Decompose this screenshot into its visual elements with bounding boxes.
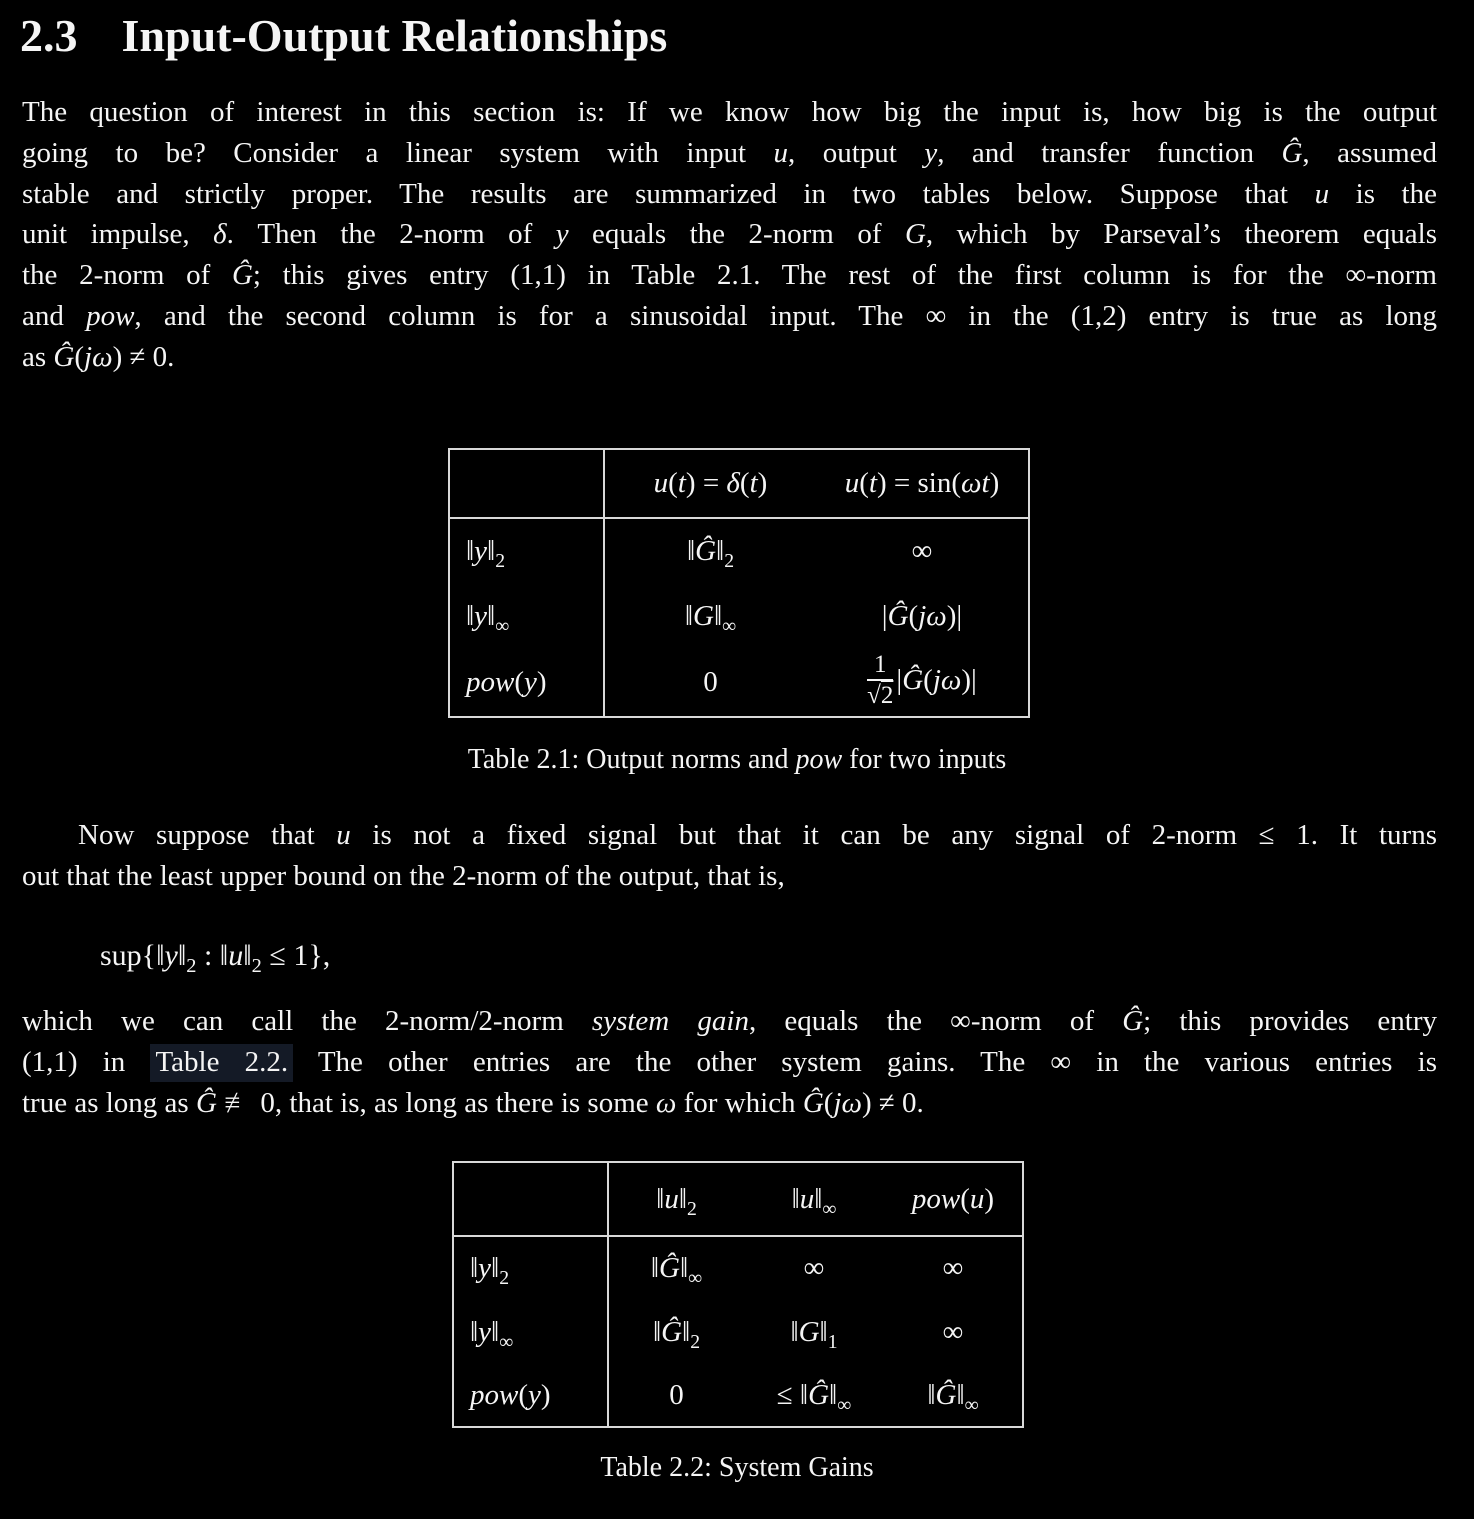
table-2-2-link[interactable]: Table 2.2. (150, 1044, 293, 1082)
table2-col-header: pow(u) (884, 1162, 1023, 1236)
section-number: 2.3 (20, 10, 78, 61)
text-line: as Ĝ(jω) ≠ 0. (22, 340, 175, 373)
table1-col-header: u(t) = sin(ωt) (816, 449, 1029, 518)
table2-corner-cell (453, 1162, 608, 1236)
text-line: and pow, and the second column is for a sinusoidal input. The ∞ in the (1,2) entry is true as long (22, 299, 1437, 332)
section-heading (20, 8, 667, 63)
table2-cell: $‖Ĝ‖_\infty$ (927, 1378, 979, 1416)
table1-cell: $\frac{1}{√2}$ |Ĝ(jω)| (867, 650, 977, 709)
table2-cell: ≤ $‖Ĝ‖_\infty$ (776, 1378, 852, 1416)
text-line: stable and strictly proper. The results are summarized in two tables below. Suppose that u is the (22, 177, 1437, 210)
paragraph-sup (22, 815, 1437, 897)
text-line: the 2-norm of Ĝ; this gives entry (1,1) in Table 2.1. The rest of the first column is for the ∞-norm (22, 259, 1437, 292)
table1-cell: $‖G‖_\infty$ (684, 599, 737, 637)
table2-cell: 0 (669, 1378, 684, 1411)
table1-corner-cell (449, 449, 604, 518)
table2-caption: Table 2.2: System Gains (600, 1452, 874, 1483)
table2-row-label: $‖y‖_\infty$ (453, 1300, 608, 1364)
text-line: which we can call the 2-norm/2-norm system gain, equals the ∞-norm of Ĝ; this provides entry (22, 1005, 1438, 1037)
table2-cell: $‖G‖_1$ (790, 1315, 838, 1353)
table2-cell: ∞ (803, 1252, 825, 1284)
section-title: Input-Output Relationships (121, 10, 668, 61)
table1-caption: Table 2.1: Output norms and pow for two inputs (467, 744, 1007, 775)
table1-cell: $‖Ĝ‖_2$ (686, 535, 735, 572)
table2-cell: ∞ (942, 1252, 964, 1284)
paragraph-intro (22, 92, 1437, 378)
table1-cell: 0 (703, 665, 718, 698)
paragraph-gains (22, 1001, 1437, 1123)
table-system-gains (452, 1161, 1024, 1428)
table1-row-label: pow(y) (449, 648, 604, 717)
table2-col-header: $‖u‖_2$ (608, 1162, 744, 1236)
table2-cell: $‖Ĝ‖_2$ (652, 1315, 701, 1353)
table1-col-header: u(t) = δ(t) (604, 449, 816, 518)
text-line: going to be? Consider a linear system with input u, output y, and transfer function Ĝ, assumed (22, 136, 1438, 169)
text-line: The question of interest in this section is: If we know how big the input is, how big is the output (22, 96, 1437, 128)
table1-row-label: $‖y‖_2$ (449, 518, 604, 584)
one-over-sqrt2-fraction: $\frac{1}{√2}$ (867, 650, 894, 709)
table-output-norms (448, 448, 1030, 718)
table2-col-header: $‖u‖_\infty$ (744, 1162, 884, 1236)
table1-cell: |Ĝ(jω)| (881, 599, 963, 632)
table1-cell: ∞ (911, 535, 933, 567)
display-equation: $sup\{‖y‖_2$ : $‖u‖_2 \le 1$}, (100, 939, 331, 977)
table2-row-label: $‖y‖_2$ (453, 1236, 608, 1300)
text-line: true as long as Ĝ ≢ 0, that is, as long as there is some ω for which Ĝ(jω) ≠ 0. (22, 1086, 924, 1119)
table2-cell: $‖Ĝ‖_\infty$ (650, 1252, 703, 1289)
table2-row-label: pow(y) (453, 1364, 608, 1427)
text-line: Now suppose that u is not a fixed signal but that it can be any signal of 2-norm ≤ 1. It turns (78, 819, 1437, 851)
table2-cell: ∞ (942, 1315, 964, 1348)
text-line: unit impulse, δ. Then the 2-norm of y equals the 2-norm of G, which by Parseval’s theorem equals (22, 218, 1438, 251)
text-line: out that the least upper bound on the 2-norm of the output, that is, (22, 859, 785, 892)
table1-row-label: $‖y‖_\infty$ (449, 584, 604, 648)
text-line: (1,1) in Table 2.2. The other entries are the other system gains. The ∞ in the various entries is (22, 1042, 1437, 1083)
